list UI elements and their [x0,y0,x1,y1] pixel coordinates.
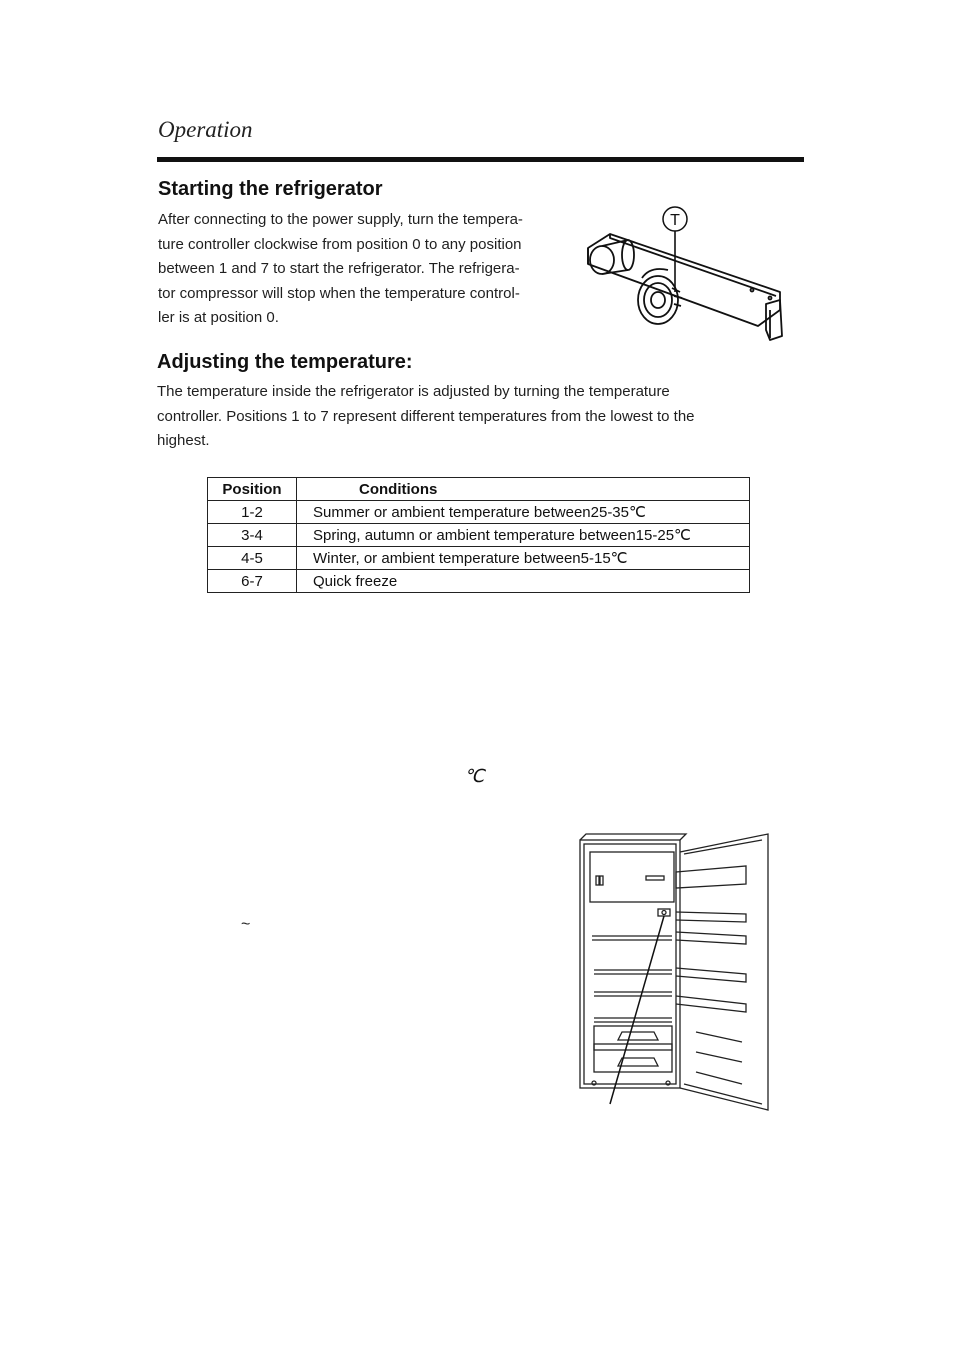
position-cell: 6-7 [208,570,297,593]
degree-glyph: ℃ [464,766,485,786]
conditions-cell: Summer or ambient temperature between25-35℃ [297,501,750,524]
callout-label: T [670,212,680,229]
refrigerator-illustration [572,832,777,1112]
title-rule [157,157,804,162]
table-row [208,547,750,570]
position-cell: 3-4 [208,524,297,547]
position-cell: 4-5 [208,547,297,570]
starting-line: between 1 and 7 to start the refrigerator. The refrigera- [158,260,520,277]
starting-paragraph [158,208,568,331]
conditions-cell: Quick freeze [297,570,750,593]
adjusting-paragraph [157,380,757,454]
adjusting-line: highest. [157,432,210,449]
conditions-table [207,477,750,593]
table-row [208,524,750,547]
conditions-cell: Winter, or ambient temperature between5-15℃ [297,547,750,570]
adjusting-line: The temperature inside the refrigerator is adjusted by turning the temperature [157,383,670,400]
conditions-cell: Spring, autumn or ambient temperature between15-25℃ [297,524,750,547]
adjusting-heading: Adjusting the temperature: [157,351,413,373]
starting-line: ture controller clockwise from position 0 to any position [158,235,522,253]
starting-line: ler is at position 0. [158,309,279,326]
starting-heading: Starting the refrigerator [158,178,383,200]
section-title: Operation [158,117,253,142]
table-row [208,501,750,524]
starting-line: After connecting to the power supply, turn the tempera- [158,211,523,228]
adjusting-line: controller. Positions 1 to 7 represent different temperatures from the lowest to the [157,407,695,425]
position-cell: 1-2 [208,501,297,524]
temperature-controller-illustration [580,200,790,350]
tilde-glyph: ~ [241,916,251,933]
table-header-row [208,478,750,501]
header-conditions: Conditions [297,478,750,501]
header-position: Position [208,478,297,501]
starting-line: tor compressor will stop when the temperature control- [158,284,520,302]
table-row [208,570,750,593]
